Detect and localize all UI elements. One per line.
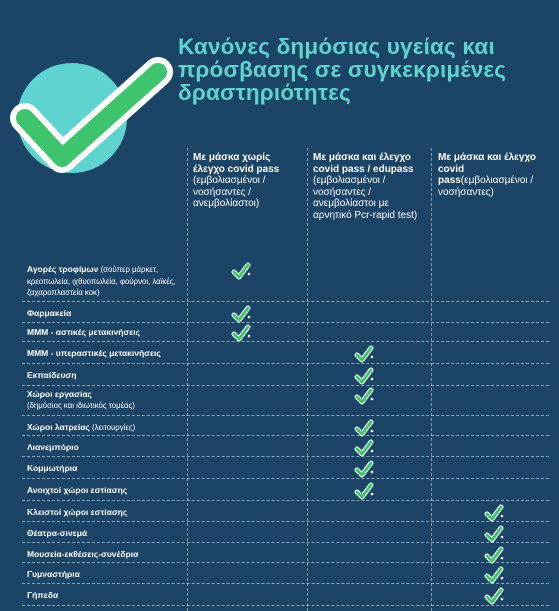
check-icon <box>354 345 374 363</box>
title-line: δραστηριότητες <box>178 80 351 105</box>
row-label <box>27 590 187 601</box>
check-icon <box>231 262 251 280</box>
check-icon <box>354 439 374 457</box>
row-divider <box>22 363 549 364</box>
check-icon <box>354 460 374 478</box>
row-label-note: (δημόσιος και ιδιωτικός τομέας) <box>27 400 135 410</box>
big-check-icon <box>0 0 200 180</box>
row-label-text: Αγορές τροφίμων <box>27 264 99 274</box>
table-row <box>0 459 559 479</box>
row-label-text: Γυμναστήρια <box>27 569 80 579</box>
row-label-note: (λειτουργίες) <box>89 423 136 432</box>
title-line: Κανόνες δημόσιας υγείας και <box>178 34 495 59</box>
check-icon <box>354 482 374 500</box>
check-icon <box>354 367 374 385</box>
row-label <box>27 370 187 381</box>
table-row <box>0 565 559 584</box>
table-row <box>0 481 559 501</box>
row-divider <box>22 542 549 543</box>
table-row <box>0 524 559 543</box>
row-label <box>27 463 187 474</box>
row-divider <box>22 562 549 563</box>
row-label-text: Θέατρα-σινεμά <box>27 528 88 538</box>
row-label-text: ΜΜΜ - αστικές μετακινήσεις <box>27 327 141 337</box>
check-icon <box>354 387 374 405</box>
column-header-no-pass <box>193 152 303 210</box>
row-divider <box>22 341 549 342</box>
check-icon <box>484 566 504 584</box>
title-line: πρόσβασης σε συγκεκριμένες <box>178 57 507 82</box>
table-row <box>0 503 559 522</box>
table-row <box>0 344 559 364</box>
check-icon <box>484 525 504 543</box>
row-label <box>27 308 187 319</box>
column-header-pass-only <box>438 152 553 198</box>
column-header-subtitle: (εμβολιασμένοι / νοσήσαντες / ανεμβολίαστοι με αρνητικό Pcr-rapid test) <box>313 175 418 221</box>
row-label-text: ΜΜΜ - υπεραστικές μετακινήσεις <box>27 348 161 358</box>
row-label-text: Μουσεία-εκθέσεις-συνέδρια <box>27 549 139 559</box>
column-header-pass-or-test <box>313 152 428 221</box>
row-divider <box>22 435 549 436</box>
row-divider <box>22 521 549 522</box>
row-label-text: Γήπεδα <box>27 590 59 600</box>
row-label-text: Εκπαίδευση <box>27 370 77 380</box>
column-header-title: Με μάσκα χωρίς έλεγχο covid pass <box>193 152 280 175</box>
table-row <box>0 438 559 457</box>
row-divider <box>22 385 549 386</box>
row-label-text: Λιανεμπόριο <box>27 442 79 452</box>
table-row <box>0 366 559 386</box>
row-divider <box>22 456 549 457</box>
row-label-note: (σούπερ μάρκετ, κρεοπωλεία, ιχθυοπωλεία, φούρνοι, λαϊκές, ζαχαροπλαστεία κοκ) <box>27 265 176 297</box>
check-icon <box>484 587 504 605</box>
row-divider <box>22 415 549 416</box>
row-divider <box>22 478 549 479</box>
row-label <box>27 485 187 496</box>
column-header-title: Με μάσκα και έλεγχο covid pass / edupass <box>313 152 414 175</box>
row-label-text: Ανοιχτοί χώροι εστίασης <box>27 485 128 495</box>
table-row <box>0 323 559 342</box>
check-icon <box>231 324 251 342</box>
check-icon <box>484 504 504 522</box>
row-label-text: Χώροι λατρείας <box>27 422 90 432</box>
row-label <box>27 569 187 580</box>
table-row <box>0 387 559 416</box>
table-row <box>0 418 559 436</box>
row-label-text: Κομμωτήρια <box>27 463 78 473</box>
row-label <box>27 507 187 518</box>
column-header-subtitle: (εμβολιασμένοι /νοσήσαντες) <box>438 175 534 198</box>
row-label-text: Φαρμακεία <box>27 308 72 318</box>
row-label-text: Κλειστοί χώροι εστίασης <box>27 507 128 517</box>
column-header-title: Με μάσκα και έλεγχο covid pass <box>438 152 536 186</box>
page-title <box>178 35 548 104</box>
row-label <box>27 348 187 359</box>
row-divider <box>22 583 549 584</box>
row-label <box>27 442 187 453</box>
row-label <box>27 389 187 411</box>
row-divider <box>22 301 549 302</box>
table-row <box>0 262 559 302</box>
table-row <box>0 545 559 563</box>
table-row <box>0 304 559 323</box>
row-label <box>27 528 187 539</box>
row-label <box>27 549 187 560</box>
table-row <box>0 586 559 606</box>
row-label <box>27 327 187 338</box>
row-label <box>27 264 187 299</box>
row-label <box>27 422 187 434</box>
row-divider <box>22 500 549 501</box>
row-label-text: Χώροι εργασίας <box>27 389 92 399</box>
column-header-subtitle: (εμβολιασμένοι / νοσήσαντες / ανεμβολίαστοι) <box>193 175 266 209</box>
check-icon <box>231 305 251 323</box>
row-divider <box>22 605 549 606</box>
